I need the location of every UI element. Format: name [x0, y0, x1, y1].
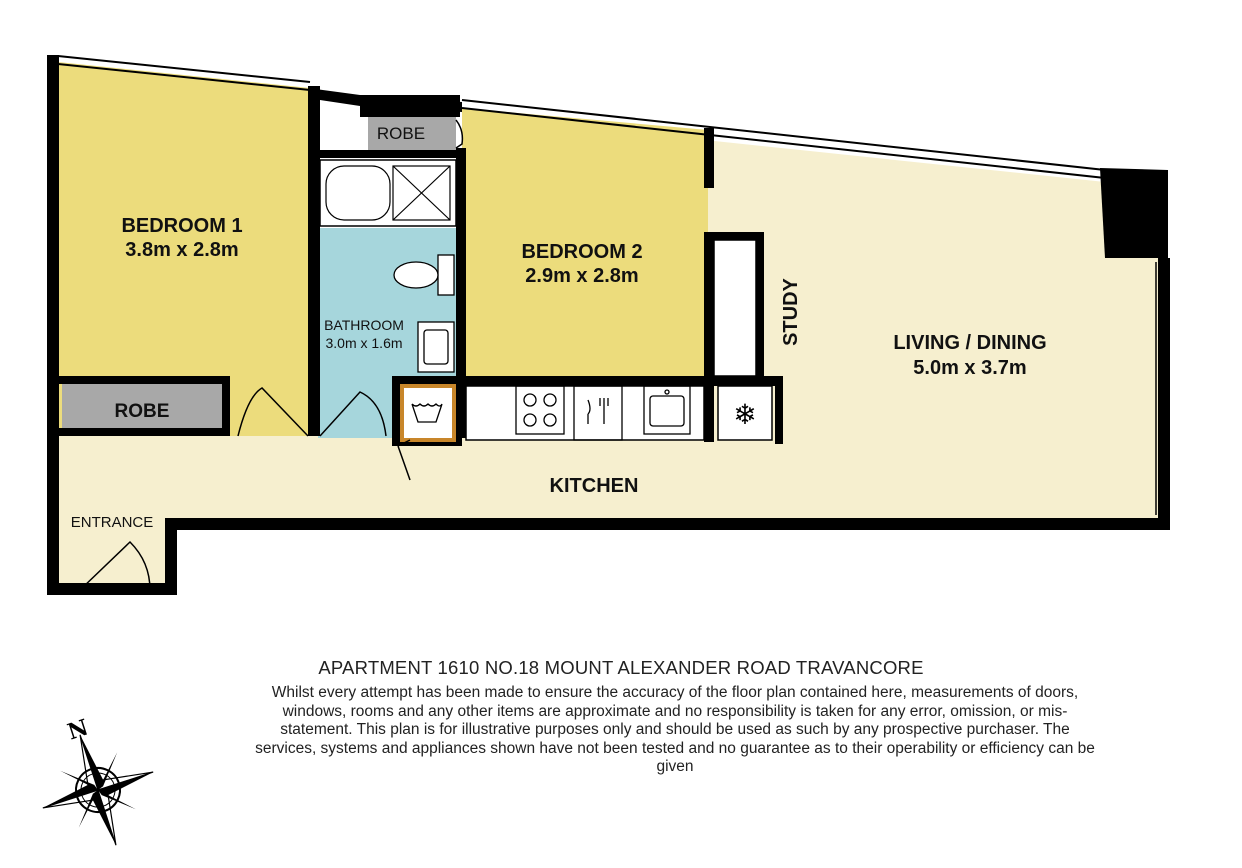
robe-left-label: ROBE [114, 401, 170, 422]
laundry-cupboard [402, 386, 454, 440]
apartment-title: APARTMENT 1610 NO.18 MOUNT ALEXANDER ROAD TRAVANCORE [318, 657, 924, 678]
snowflake-icon: ❄ [733, 398, 757, 431]
bedroom-2-label: BEDROOM 2 [521, 241, 643, 263]
living-dining-label: LIVING / DINING [893, 332, 1047, 354]
bedroom-1-label: BEDROOM 1 [121, 215, 243, 237]
bedroom-2-size: 2.9m x 2.8m [525, 265, 639, 287]
compass-north-label: N [64, 714, 92, 746]
study-desk [714, 240, 756, 376]
compass-rose-icon [25, 714, 171, 863]
bathtub-inner [326, 166, 390, 220]
kitchen-label: KITCHEN [549, 475, 639, 497]
bathroom-label: BATHROOM [324, 317, 404, 333]
living-dining-size: 5.0m x 3.7m [913, 357, 1027, 379]
entrance-label: ENTRANCE [70, 514, 154, 531]
study-label: STUDY [780, 278, 802, 346]
bedroom-1-size: 3.8m x 2.8m [125, 239, 239, 261]
robe-top-label: ROBE [376, 124, 426, 143]
basin-icon [418, 322, 454, 372]
bathroom-size: 3.0m x 1.6m [325, 335, 403, 351]
disclaimer-text: Whilst every attempt has been made to ensure the accuracy of the floor plan contained here, measurements of doors, windows, rooms and any other items are approximate and no responsibility is taken for any error, omission, or mis-statement. This plan is for illustrative purposes only and should be used as such by any prospective purchaser. The services, systems and appliances shown have not been tested and no guarantee as to their operability or efficiency can be given [255, 684, 1095, 776]
